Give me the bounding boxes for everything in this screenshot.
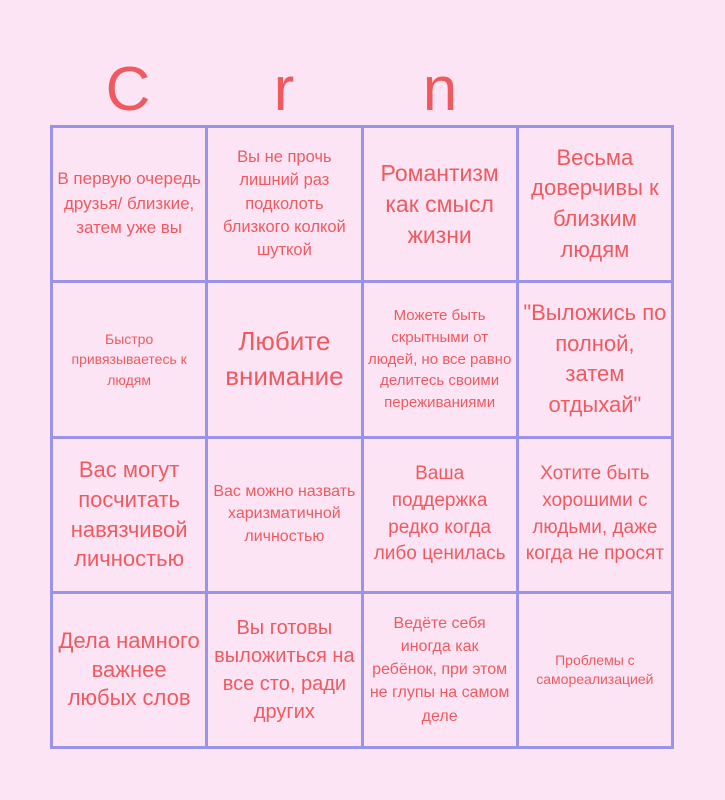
cell-text: Вас можно назвать харизматичной личностью: [213, 483, 356, 545]
bingo-cell[interactable]: [519, 128, 671, 280]
cell-text: Ведёте себя иногда как ребёнок, при этом не глупы на самом деле: [369, 614, 510, 725]
bingo-cell[interactable]: [53, 128, 205, 280]
bingo-cell[interactable]: [519, 439, 671, 591]
cell-text: Вас могут посчитать навязчивой личностью: [70, 457, 188, 572]
bingo-cell[interactable]: [364, 439, 516, 591]
bingo-cell[interactable]: [208, 283, 360, 435]
cell-text: Весьма доверчивы к близким людям: [531, 144, 659, 262]
header-letter-3: n: [422, 55, 458, 124]
bingo-cell[interactable]: [364, 283, 516, 435]
header-letter-1: C: [105, 55, 151, 124]
cell-text: Проблемы с самореализацией: [536, 651, 654, 687]
bingo-cell[interactable]: [53, 594, 205, 746]
bingo-cell[interactable]: [208, 594, 360, 746]
bingo-board: [50, 125, 674, 749]
cell-text: Быстро привязываетесь к людям: [71, 330, 187, 388]
cell-text: Можете быть скрытными от людей, но все равно делитесь своими переживаниями: [367, 307, 512, 411]
cell-text: Хотите быть хорошими с людьми, даже когда не просят: [525, 463, 665, 565]
bingo-cell[interactable]: [364, 594, 516, 746]
bingo-cell[interactable]: [53, 439, 205, 591]
cell-text: Вы готовы выложиться на все сто, ради других: [214, 616, 355, 723]
bingo-cell[interactable]: [53, 283, 205, 435]
header-letter-2: r: [273, 55, 295, 124]
bingo-cell[interactable]: [208, 128, 360, 280]
cell-text: "Выложись по полной, затем отдыхай": [523, 299, 667, 418]
bingo-cell[interactable]: [519, 594, 671, 746]
cell-text: Ваша поддержка редко когда либо ценилась: [373, 463, 506, 565]
cell-text: Дела намного важнее любых слов: [58, 627, 200, 711]
cell-text: В первую очередь друзья/ близкие, затем уже вы: [57, 169, 201, 238]
bingo-cell[interactable]: [519, 283, 671, 435]
cell-text: Романтизм как смысл жизни: [380, 159, 499, 248]
bingo-cell[interactable]: [208, 439, 360, 591]
cell-text: Любите внимание: [225, 326, 344, 392]
bingo-cell[interactable]: [364, 128, 516, 280]
cell-text: Вы не прочь лишний раз подколоть близкого колкой шуткой: [222, 148, 346, 259]
bingo-header: [50, 55, 518, 125]
